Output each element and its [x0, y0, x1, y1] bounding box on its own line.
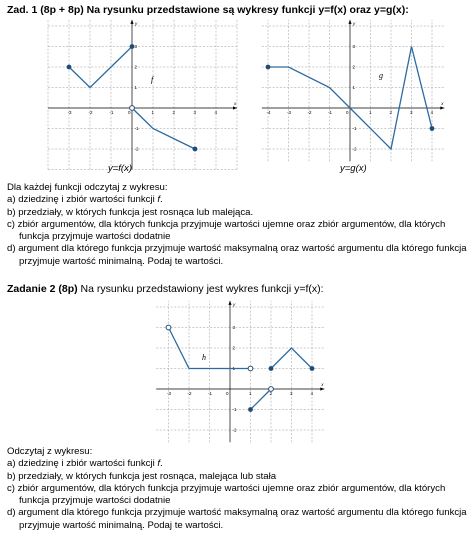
x-tick-label: 1 [369, 110, 372, 115]
closed-point [130, 44, 135, 49]
task2-intro: Odczytaj z wykresu: [7, 446, 93, 457]
y-axis-label: y [353, 20, 356, 26]
task2-questions [7, 446, 469, 532]
grid [48, 20, 237, 170]
x-tick-label: -2 [307, 110, 312, 115]
task2-item-d-cont: przyjmuje wartość minimalną. Podaj te wartości. [19, 519, 224, 531]
x-tick-label: 3 [290, 391, 293, 396]
task2-item-d: d) argument dla którego funkcja przyjmuje wartość maksymalną oraz wartość argumentu dla którego funkcja [7, 507, 467, 519]
task2-title-rest: Na rysunku przedstawiony jest wykres funkcji y=f(x): [77, 283, 324, 295]
y-tick-label: -2 [232, 427, 237, 433]
x-tick-label: 1 [151, 110, 155, 115]
chart-g [255, 20, 455, 160]
grid [156, 301, 324, 442]
task1-item-a: a) dziedzinę i zbiór wartości funkcji f. [7, 194, 163, 206]
y-axis-label: y [135, 20, 138, 26]
task2-item-c-cont: funkcja przyjmuje wartości dodatnie [19, 495, 171, 507]
closed-point [310, 366, 315, 371]
x-tick-label: 4 [430, 110, 434, 115]
x-axis-arrow [320, 387, 324, 390]
series-line [251, 389, 272, 410]
x-tick-label: -1 [328, 110, 333, 115]
y-tick-label: 2 [232, 345, 236, 351]
y-tick-label: 1 [232, 366, 236, 371]
y-tick-label: 3 [134, 44, 138, 49]
x-tick-label: -3 [287, 110, 292, 115]
task2-item-c: c) zbiór argumentów, dla których funkcja przyjmuje wartości ujemne oraz zbiór argumentów, dla których [7, 482, 446, 494]
x-axis-arrow [440, 106, 444, 109]
task1-title-bold: Zad. 1 (8p + 8p) [7, 4, 84, 16]
y-axis-arrow [228, 301, 231, 305]
closed-point [248, 407, 253, 412]
x-tick-label: 2 [269, 391, 273, 396]
x-tick-label: 0 [226, 391, 229, 396]
closed-point [193, 147, 198, 152]
closed-point [269, 366, 274, 371]
function-label: f [151, 75, 154, 84]
x-tick-label: 1 [249, 391, 252, 396]
task1-item-d-cont: przyjmuje wartość minimalną. Podaj te wartości. [19, 255, 224, 267]
open-point [248, 366, 253, 371]
task1-title-rest: Na rysunku przedstawione są wykresy funkcji y=f(x) oraz y=g(x): [83, 4, 409, 16]
x-tick-label: 2 [389, 110, 393, 115]
x-tick-label: 0 [346, 110, 349, 115]
y-tick-label: 1 [134, 85, 138, 90]
x-tick-label: 4 [310, 391, 314, 396]
task2-item-b: b) przedziały, w których funkcja jest rosnąca, malejąca lub stała [7, 470, 277, 482]
x-tick-label: 4 [214, 110, 218, 115]
x-tick-label: -3 [167, 391, 172, 396]
x-tick-label: 3 [193, 110, 197, 115]
open-point [269, 387, 274, 392]
x-tick-label: 0 [128, 110, 131, 115]
chart-f [48, 20, 248, 160]
closed-point [430, 126, 435, 131]
x-tick-label: -3 [67, 110, 72, 115]
y-tick-label: -1 [352, 126, 357, 131]
caption-g: y=g(x) [340, 163, 367, 174]
y-tick-label: -2 [352, 146, 357, 152]
x-tick-label: -4 [266, 110, 271, 115]
caption-f: y=f(x) [108, 163, 133, 174]
function-label: h [202, 353, 206, 362]
y-axis-arrow [348, 20, 351, 24]
y-tick-label: 2 [134, 64, 138, 70]
task1-item-c-cont: funkcja przyjmuje wartości dodatnie [19, 231, 171, 243]
x-axis-label: x [234, 101, 237, 106]
y-tick-label: 3 [352, 44, 356, 49]
open-point [166, 325, 171, 330]
task1-item-c: c) zbiór argumentów, dla których funkcja przyjmuje wartości ujemne oraz zbiór argumentów, dla których [7, 218, 446, 230]
y-tick-label: 3 [232, 325, 236, 330]
task2-item-a: a) dziedzinę i zbiór wartości funkcji f. [7, 458, 163, 470]
open-point [130, 106, 135, 111]
y-axis-label: y [233, 301, 236, 307]
task1-item-b: b) przedziały, w których funkcja jest rosnąca lub malejąca. [7, 206, 254, 218]
x-axis-arrow [233, 106, 237, 109]
x-tick-label: -2 [187, 391, 192, 396]
task1-intro: Dla każdej funkcji odczytaj z wykresu: [7, 182, 168, 193]
y-tick-label: 1 [352, 85, 356, 90]
task2-title [7, 283, 324, 295]
x-tick-label: -1 [208, 391, 213, 396]
grid [262, 20, 444, 161]
closed-point [266, 65, 271, 70]
x-axis-label: x [441, 101, 444, 106]
y-tick-label: 2 [352, 64, 356, 70]
task2-title-bold: Zadanie 2 (8p) [7, 283, 78, 295]
y-axis-arrow [130, 20, 133, 24]
x-axis-label: x [321, 382, 324, 387]
x-tick-label: -2 [88, 110, 93, 115]
closed-point [67, 65, 72, 70]
task1-questions [7, 182, 469, 268]
y-tick-label: -1 [134, 126, 139, 131]
x-tick-label: 3 [410, 110, 413, 115]
x-tick-label: 2 [172, 110, 176, 115]
y-tick-label: -1 [232, 407, 237, 412]
chart-h [150, 300, 350, 440]
task1-title [7, 4, 409, 16]
y-tick-label: -2 [134, 146, 139, 152]
task1-item-d: d) argument dla którego funkcja przyjmuje wartość maksymalną oraz wartość argumentu dla którego funkcja [7, 243, 467, 255]
x-tick-label: -1 [109, 110, 114, 115]
function-label: g [379, 71, 383, 80]
